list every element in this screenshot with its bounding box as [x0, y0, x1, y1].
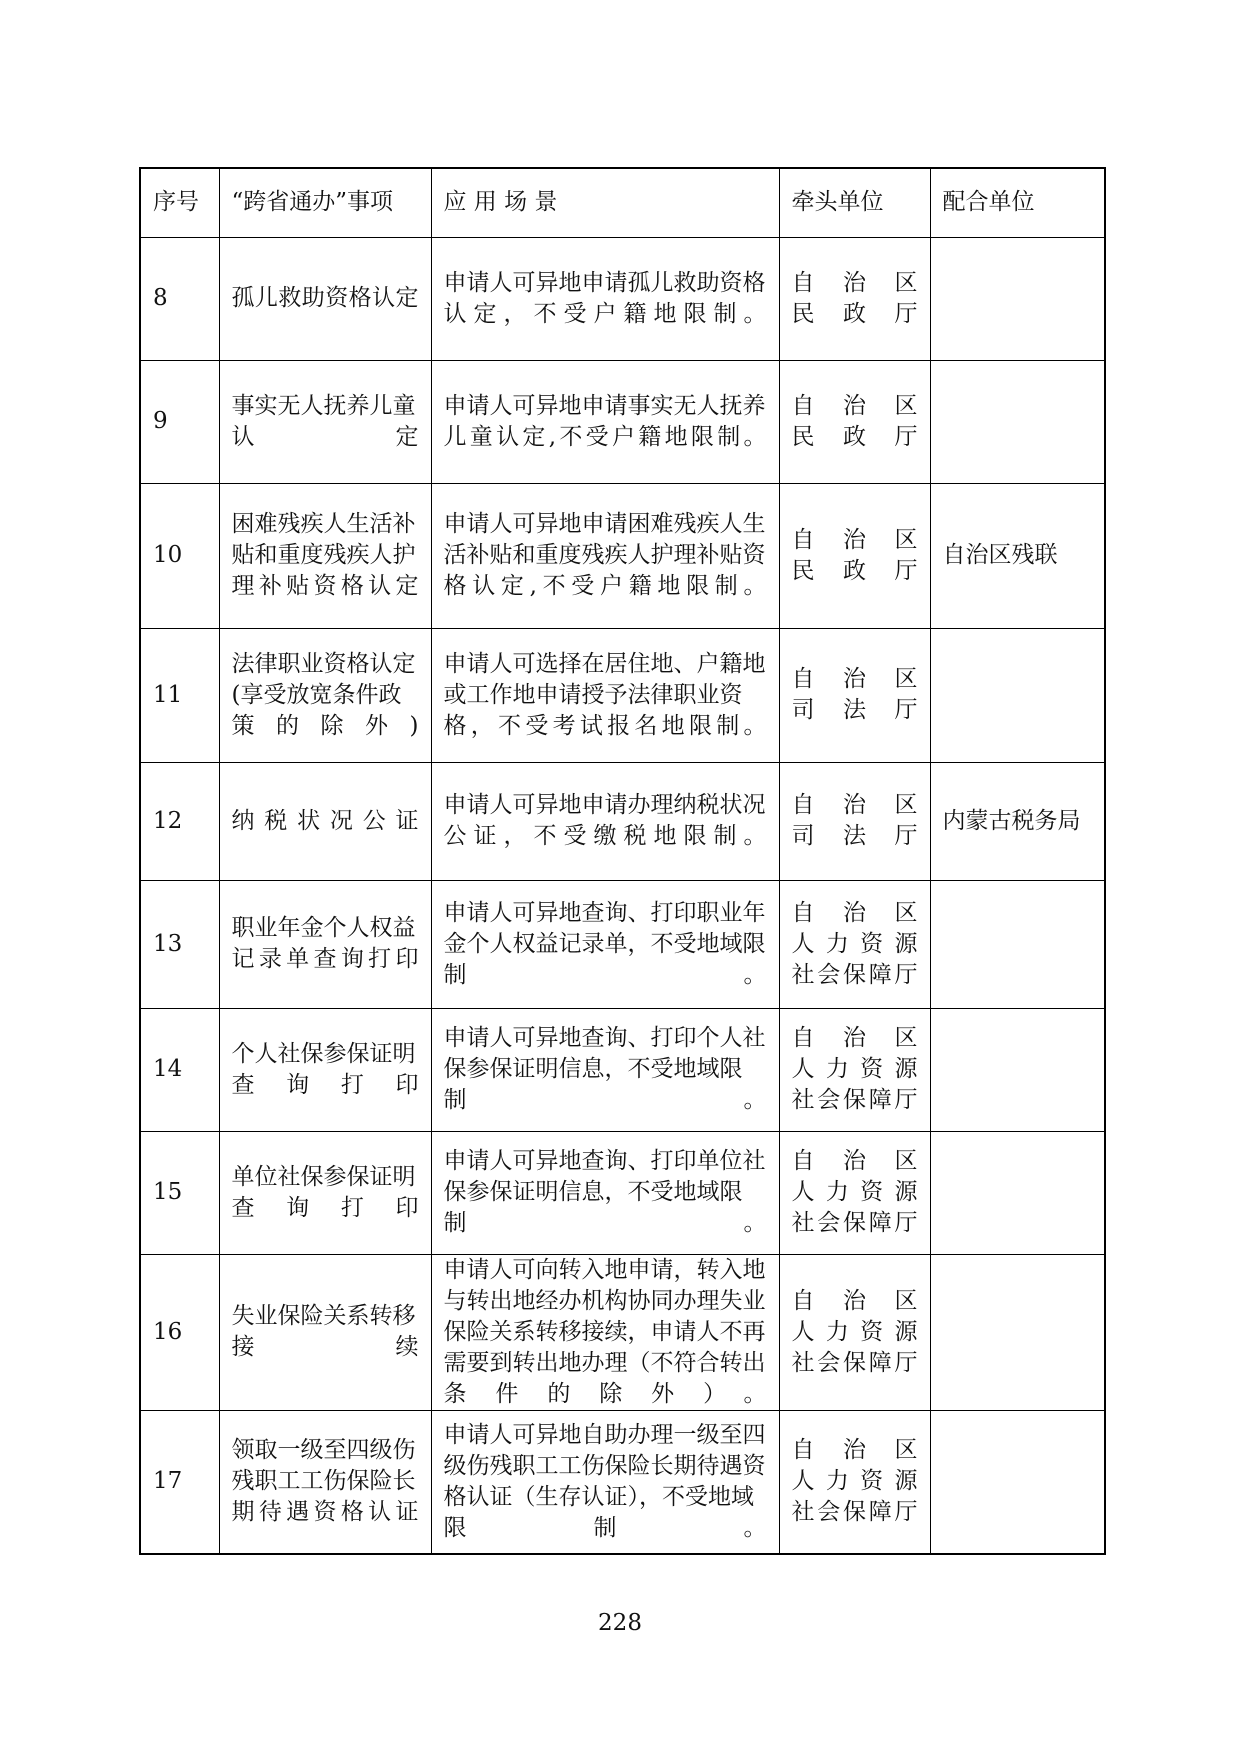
row-lead-unit [779, 360, 930, 483]
lead-unit-line: 社会保障厅 [791, 1210, 918, 1236]
lead-unit-line: 司 法 厅 [791, 697, 918, 723]
row-lead-unit [779, 628, 930, 762]
row-seq: 17 [140, 1410, 219, 1554]
row-scene: 申请人可异地自助办理一级至四级伤残职工工伤保险长期待遇资格认证（生存认证），不受地域限制。 [431, 1410, 779, 1554]
row-item: 领取一级至四级伤残职工工伤保险长期待遇资格认证 [219, 1410, 431, 1554]
lead-unit-line: 民 政 厅 [791, 557, 918, 584]
lead-unit-line: 社会保障厅 [791, 961, 918, 988]
header-item: “跨省通办”事项 [219, 168, 431, 237]
lead-unit-line: 自 治 区 [791, 1148, 918, 1174]
row-coop-unit [930, 1131, 1105, 1254]
row-lead-unit [779, 1254, 930, 1410]
row-coop-unit [930, 1008, 1105, 1131]
row-seq: 13 [140, 880, 219, 1008]
lead-unit-line: 自 治 区 [791, 1437, 918, 1464]
table-row [140, 483, 1105, 628]
lead-unit-line: 自 治 区 [791, 899, 918, 926]
table-row [140, 762, 1105, 880]
row-item: 困难残疾人生活补贴和重度残疾人护理补贴资格认定 [219, 483, 431, 628]
row-lead-unit [779, 237, 930, 360]
row-seq: 15 [140, 1131, 219, 1254]
row-coop-unit [930, 360, 1105, 483]
row-seq: 12 [140, 762, 219, 880]
header-lead: 牵头单位 [779, 168, 930, 237]
table-body [140, 237, 1105, 1554]
table-row [140, 1131, 1105, 1254]
header-seq: 序号 [140, 168, 219, 237]
row-item: 纳税状况公证 [219, 762, 431, 880]
table-row [140, 1008, 1105, 1131]
table-row [140, 237, 1105, 360]
table-row [140, 628, 1105, 762]
row-coop-unit: 内蒙古税务局 [930, 762, 1105, 880]
row-item: 失业保险关系转移接续 [219, 1254, 431, 1410]
header-scene: 应 用 场 景 [431, 168, 779, 237]
row-lead-unit [779, 762, 930, 880]
lead-unit-line: 司 法 厅 [791, 823, 918, 849]
lead-unit-line: 民 政 厅 [791, 423, 918, 450]
lead-unit-line: 自 治 区 [791, 269, 918, 296]
row-lead-unit [779, 1410, 930, 1554]
lead-unit-line: 社会保障厅 [791, 1087, 918, 1113]
row-coop-unit [930, 628, 1105, 762]
row-scene: 申请人可向转入地申请，转入地与转出地经办机构协同办理失业保险关系转移接续，申请人不再需要到转出地办理（不符合转出条件的除外）。 [431, 1254, 779, 1410]
lead-unit-line: 社会保障厅 [791, 1499, 918, 1526]
row-lead-unit [779, 1131, 930, 1254]
lead-unit-line: 自 治 区 [791, 526, 918, 553]
row-seq: 8 [140, 237, 219, 360]
row-item: 事实无人抚养儿童认定 [219, 360, 431, 483]
row-lead-unit [779, 1008, 930, 1131]
lead-unit-line: 民 政 厅 [791, 300, 918, 327]
row-scene: 申请人可异地申请办理纳税状况公证，不受缴税地限制。 [431, 762, 779, 880]
row-coop-unit [930, 1410, 1105, 1554]
lead-unit-line: 社会保障厅 [791, 1349, 918, 1376]
lead-unit-line: 自 治 区 [791, 392, 918, 419]
items-table [139, 167, 1106, 1555]
lead-unit-line: 人 力 资 源 [791, 1179, 918, 1205]
lead-unit-line: 人 力 资 源 [791, 1056, 918, 1082]
row-seq: 16 [140, 1254, 219, 1410]
row-seq: 14 [140, 1008, 219, 1131]
row-scene: 申请人可异地申请困难残疾人生活补贴和重度残疾人护理补贴资格认定,不受户籍地限制。 [431, 483, 779, 628]
row-scene: 申请人可异地查询、打印单位社保参保证明信息，不受地域限制。 [431, 1131, 779, 1254]
lead-unit-line: 自 治 区 [791, 1025, 918, 1051]
table-header-row [140, 168, 1105, 237]
table-row [140, 1410, 1105, 1554]
table-row [140, 880, 1105, 1008]
header-coop: 配合单位 [930, 168, 1105, 237]
row-item: 单位社保参保证明查询打印 [219, 1131, 431, 1254]
row-coop-unit [930, 1254, 1105, 1410]
row-coop-unit [930, 237, 1105, 360]
lead-unit-line: 自 治 区 [791, 666, 918, 692]
row-lead-unit [779, 880, 930, 1008]
row-seq: 9 [140, 360, 219, 483]
lead-unit-line: 人 力 资 源 [791, 1318, 918, 1345]
table-row [140, 360, 1105, 483]
lead-unit-line: 人 力 资 源 [791, 1468, 918, 1495]
row-scene: 申请人可异地查询、打印职业年金个人权益记录单，不受地域限制。 [431, 880, 779, 1008]
row-lead-unit [779, 483, 930, 628]
row-coop-unit: 自治区残联 [930, 483, 1105, 628]
row-seq: 10 [140, 483, 219, 628]
lead-unit-line: 人 力 资 源 [791, 930, 918, 957]
row-scene: 申请人可选择在居住地、户籍地或工作地申请授予法律职业资格，不受考试报名地限制。 [431, 628, 779, 762]
row-scene: 申请人可异地申请孤儿救助资格认定，不受户籍地限制。 [431, 237, 779, 360]
row-scene: 申请人可异地查询、打印个人社保参保证明信息，不受地域限制。 [431, 1008, 779, 1131]
row-coop-unit [930, 880, 1105, 1008]
row-item: 法律职业资格认定(享受放宽条件政策的除外) [219, 628, 431, 762]
lead-unit-line: 自 治 区 [791, 1287, 918, 1314]
row-item: 个人社保参保证明查询打印 [219, 1008, 431, 1131]
lead-unit-line: 自 治 区 [791, 792, 918, 818]
row-seq: 11 [140, 628, 219, 762]
row-item: 职业年金个人权益记录单查询打印 [219, 880, 431, 1008]
row-scene: 申请人可异地申请事实无人抚养儿童认定,不受户籍地限制。 [431, 360, 779, 483]
page-number: 228 [598, 1610, 642, 1636]
row-item: 孤儿救助资格认定 [219, 237, 431, 360]
table-row [140, 1254, 1105, 1410]
